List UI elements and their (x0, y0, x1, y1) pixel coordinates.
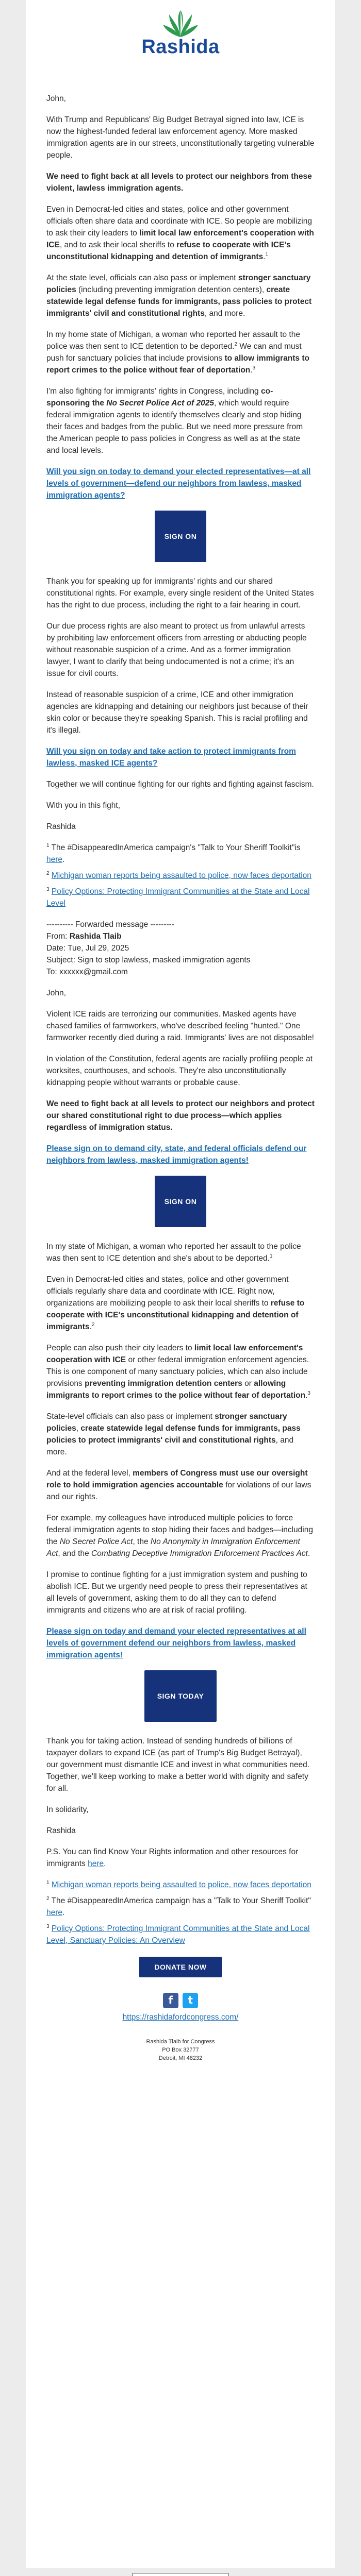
sign-on-button-2[interactable]: SIGN ON (155, 1176, 206, 1227)
ps-paragraph: P.S. You can find Know Your Rights information and other resources for immigrants here. (46, 1848, 299, 1868)
intro-emphasis: We need to fight back at all levels to protect our neighbors from these violent, lawless immigration agents. (46, 172, 312, 193)
intro-paragraph: With Trump and Republicans' Big Budget Betrayal signed into law, ICE is now the highest-funded federal law enforcement agency. More masked immigration agents are in our streets, unconstitutionally targeting vulnerable people. (46, 115, 315, 160)
raids-paragraph: Violent ICE raids are terrorizing our communities. Masked agents have chased families of farmworkers, who've described feeling "hunted." One farmworker recently died during a raid. Immigrants' lives are not disposable! (46, 1010, 314, 1042)
fwd-local-paragraph: Even in Democrat-led cities and states, police and other government officials regularly share data and coordinate with ICE. Right now, organizations are mobilizing people to ask their local sheriffs to refuse to cooperate with ICE's unconstitutional kidnapping and detention of immigrants.$^2$ (46, 1275, 305, 1331)
sign-on-button-1[interactable]: SIGN ON (155, 511, 206, 562)
footnote-link[interactable]: Policy Options: Protecting Immigrant Communities at the State and Local Level (46, 887, 310, 908)
footer (0, 2573, 361, 2576)
cta-link-2[interactable]: Will you sign on today and take action to protect immigrants from lawless, masked ICE agents? (46, 747, 296, 768)
cta-link-1[interactable]: Will you sign on today to demand your elected representatives—at all levels of government—defend our neighbors from lawless, masked immigration agents? (46, 467, 311, 500)
sign-today-button[interactable]: SIGN TODAY (144, 1670, 217, 1722)
leaves-logo-icon (160, 7, 201, 38)
fight-back-paragraph: We need to fight back at all levels to protect our neighbors and protect our shared constitutional right to due process—which applies regardless of immigration status. (46, 1099, 315, 1132)
facebook-icon[interactable]: f (163, 1993, 178, 2008)
fwd-michigan-paragraph: In my state of Michigan, a woman who reported her assault to the police was then sent to ICE detention and she's about to be deported.$^1$ (46, 1242, 301, 1263)
cta-link-3[interactable]: Please sign on to demand city, state, and federal officials defend our neighbors from lawless, masked immigration agents! (46, 1144, 307, 1165)
closing-signoff: In solidarity, (46, 1805, 89, 1814)
greeting: John, (46, 94, 66, 103)
email-card (26, 0, 335, 2568)
footnote-link[interactable]: Michigan woman reports being assaulted to police, now faces deportation (51, 1880, 311, 1889)
social-links (46, 1993, 315, 2008)
forward-separator: ---------- Forwarded message --------- (46, 920, 174, 929)
header-logo (26, 7, 335, 58)
paid-for-disclaimer (133, 2573, 228, 2576)
email-body (46, 93, 315, 2062)
fwd-city-paragraph: People can also push their city leaders to limit local law enforcement's cooperation with ICE or other federal immigration enforcement agencies. This is one component of many sanctuary policies, which can also include provisions preventing immigration detention centers or allowing immigrants to report crimes to the police without fear of deportation.$^3$ (46, 1344, 310, 1400)
footnote-item: $^2$ The #DisappearedInAmerica campaign has a "Talk to Your Sheriff Toolkit" here. (46, 1895, 311, 1917)
footnote-link[interactable]: Policy Options: Protecting Immigrant Communities at the State and Local Level, Sanctuary Policies: An Overview (46, 1924, 310, 1945)
cta-link-4[interactable]: Please sign on today and demand your elected representatives at all levels of government defend our neighbors from lawless, masked immigration agents! (46, 1627, 306, 1659)
state-paragraph: At the state level, officials can also pass or implement stronger sanctuary policies (including preventing immigration detention centers), create statewide legal defense funds for immigrants, pass policies to protect immigrants' civil and constitutional rights, and more. (46, 274, 312, 318)
twitter-icon[interactable]: t (183, 1993, 198, 2008)
due-process-paragraph: Our due process rights are also meant to protect us from unlawful arrests by prohibiting law enforcement officers from arresting or abducting people without reasonable suspicion of a crime. And as a former immigration lawyer, I want to clarify that being undocumented is not a crime; it's an issue for civil courts. (46, 622, 307, 678)
footnote-item: $^3$ Policy Options: Protecting Immigrant Communities at the State and Local Level (46, 886, 310, 908)
footnote-link[interactable]: here (46, 855, 63, 864)
fwd-greeting: John, (46, 989, 66, 997)
website-link[interactable]: https://rashidafordcongress.com/ (122, 2013, 239, 2022)
constitution-paragraph: In violation of the Constitution, federal agents are racially profiling people at worksites, courthouses, and schools. They're also unconstitutionally kidnapping people without warrants or probable cause. (46, 1055, 313, 1087)
congress-paragraph: I'm also fighting for immigrants' rights in Congress, including co-sponsoring the No Secret Police Act of 2025, which would require federal immigration agents to identify themselves clearly and stop hiding their faces and badges from the public. But we need more pressure from the American people to pass policies in Congress as well as at the state and local levels. (46, 387, 303, 455)
signoff: With you in this fight, (46, 801, 121, 810)
profiling-paragraph: Instead of reasonable suspicion of a crime, ICE and other immigration agencies are kidnapping and detaining our neighbors just because of their skin color or because they're speaking Spanish. This is racial profiling and it's illegal. (46, 690, 308, 735)
forward-from: From: Rashida Tlaib (46, 932, 122, 941)
forward-to: To: xxxxxx@gmail.com (46, 968, 128, 976)
fwd-promise-paragraph: I promise to continue fighting for a just immigration system and pushing to abolish ICE. But we urgently need people to press their representatives at all levels of government, asking them to do all they can to defend immigrants and citizens who are at risk of racial profiling. (46, 1570, 307, 1615)
closing-paragraph: Thank you for taking action. Instead of sending hundreds of billions of taxpayer dollars to expand ICE (as part of Trump's Big Budget Betrayal), our government must dismantle ICE and invest in what communities need. Together, we'll keep working to make a better world with dignity and safety for all. (46, 1737, 310, 1793)
mailing-address: Rashida Tlaib for Congress PO Box 32777 Detroit, MI 48232 (146, 2039, 215, 2061)
thanks-paragraph: Thank you for speaking up for immigrants' rights and our shared constitutional rights. For example, every single resident of the United States has the right to due process, including the right to a fair hearing in court. (46, 577, 314, 609)
forward-date: Date: Tue, Jul 29, 2025 (46, 944, 129, 953)
forwarded-header (46, 919, 315, 978)
donate-button[interactable]: DONATE NOW (139, 1957, 222, 1977)
fwd-bills-paragraph: For example, my colleagues have introduced multiple policies to force federal immigration agents to stop hiding their faces and badges—including the No Secret Police Act, the No Anonymity in Immigration Enforcement Act, and the Combating Deceptive Immigration Enforcement Practices Act. (46, 1514, 313, 1558)
local-paragraph: Even in Democrat-led cities and states, police and other government officials often share data and coordinate with ICE. So people are mobilizing to ask their city leaders to limit local law enforcement's cooperation with ICE, and to ask their local sheriffs to refuse to cooperate with ICE's unconstitutional kidnapping and detention of immigrants.$^1$ (46, 205, 314, 261)
ps-link[interactable]: here (88, 1859, 104, 1868)
closing-signature: Rashida (46, 1826, 76, 1835)
forward-subject: Subject: Sign to stop lawless, masked immigration agents (46, 956, 251, 964)
footnote-item: $^3$ Policy Options: Protecting Immigrant Communities at the State and Local Level, Sanctuary Policies: An Overview (46, 1923, 310, 1945)
signature: Rashida (46, 822, 76, 831)
brand-name: Rashida (141, 36, 220, 58)
footnote-link[interactable]: here (46, 1908, 63, 1917)
footnote-link[interactable]: Michigan woman reports being assaulted to police, now faces deportation (51, 871, 311, 880)
together-paragraph: Together we will continue fighting for our rights and fighting against fascism. (46, 780, 314, 789)
footnote-item: $^2$ Michigan woman reports being assaulted to police, now faces deportation (46, 870, 311, 880)
fwd-federal-paragraph: And at the federal level, members of Congress must use our oversight role to hold immigration agencies accountable for violations of our laws and our rights. (46, 1469, 311, 1501)
footnote-item: $^1$ The #DisappearedInAmerica campaign's "Talk to Your Sheriff Toolkit"is here. (46, 842, 301, 864)
footnote-item: $^1$ Michigan woman reports being assaulted to police, now faces deportation (46, 1879, 311, 1889)
fwd-state-paragraph: State-level officials can also pass or implement stronger sanctuary policies, create statewide legal defense funds for immigrants, pass policies to protect immigrants' civil and constitutional rights, and more. (46, 1412, 301, 1456)
footnotes-1 (46, 842, 315, 909)
michigan-paragraph: In my home state of Michigan, a woman who reported her assault to the police was then sent to ICE detention to be deported.$^2$ We can and must push for sanctuary policies that include provisions to allow immigrants to report crimes to the police without fear of deportation.$^3$ (46, 330, 309, 375)
footnotes-2 (46, 1879, 315, 1946)
